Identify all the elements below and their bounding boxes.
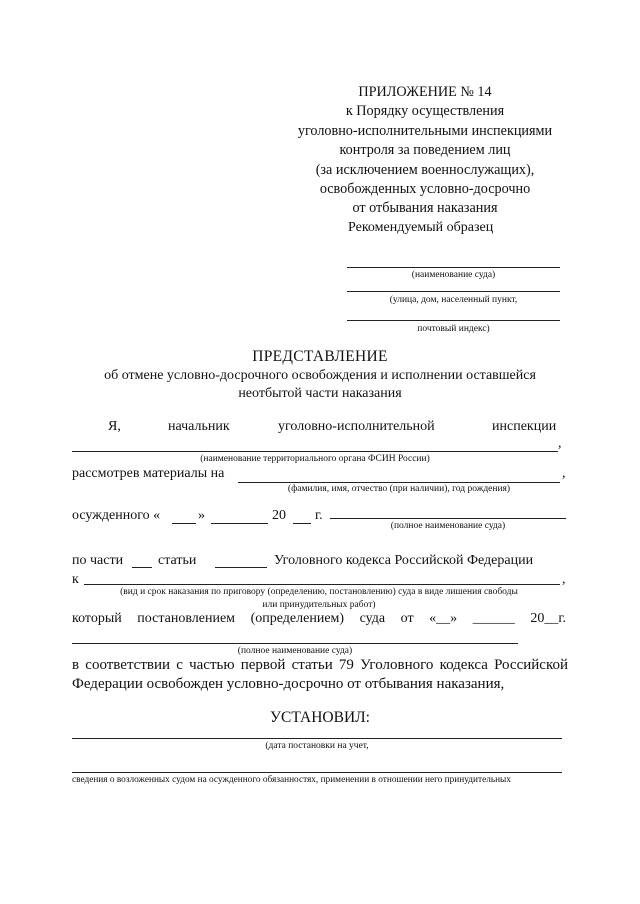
month-line — [211, 523, 268, 524]
comma: , — [562, 572, 566, 587]
part-text: по части — [72, 553, 124, 568]
sentence-hint: или принудительных работ) — [262, 600, 376, 610]
appendix-line: к Порядку осуществления — [345, 103, 505, 120]
address-hint: (улица, дом, населенный пункт, — [389, 295, 518, 305]
accordance-line: в соответствии с частью первой статьи 79 Уголовного кодекса Российской — [72, 657, 568, 673]
court-full-hint-2: (полное наименование суда) — [237, 646, 353, 656]
postal-hint: почтовый индекс) — [417, 324, 490, 334]
recommended-sample: Рекомендуемый образец — [348, 220, 494, 235]
reg-date-line — [72, 738, 562, 739]
quote-close: » — [198, 508, 205, 523]
appendix-line: уголовно-исполнительными инспекциями — [297, 122, 553, 139]
year-prefix: 20 — [272, 508, 286, 523]
document-title: ПРЕДСТАВЛЕНИЕ — [252, 348, 388, 365]
fsin-line — [72, 451, 558, 452]
postal-line — [347, 320, 560, 321]
word-head: начальник — [168, 419, 230, 434]
part-line — [132, 567, 152, 568]
appendix-title: ПРИЛОЖЕНИЕ № 14 — [358, 84, 492, 100]
word-i: Я, — [108, 419, 121, 434]
code-text: Уголовного кодекса Российской Федерации — [274, 553, 534, 568]
appendix-line: от отбывания наказания — [352, 200, 498, 217]
document-subtitle: об отмене условно-досрочного освобождения и исполнении оставшейся — [104, 368, 536, 383]
to-text: к — [72, 572, 79, 587]
fsin-hint: (наименование территориального органа ФСИН России) — [200, 454, 430, 464]
year-suffix: г. — [315, 508, 323, 523]
comma: , — [562, 466, 566, 481]
appendix-line: контроля за поведением лиц — [339, 142, 511, 159]
address-line — [347, 291, 560, 292]
person-line — [238, 482, 560, 483]
document-subtitle: неотбытой части наказания — [238, 386, 402, 401]
appendix-line: освобожденных условно-досрочно — [319, 181, 531, 198]
reviewed-text: рассмотрев материалы на — [72, 466, 225, 481]
court-name-line — [347, 267, 560, 268]
year-line — [293, 523, 311, 524]
resolution-text: который постановлением (определением) суда от «__» ______ 20__г. — [72, 611, 566, 626]
person-hint: (фамилия, имя, отчество (при наличии), год рождения) — [287, 484, 511, 494]
word-penal: уголовно-исполнительной — [278, 419, 435, 434]
day-line — [172, 523, 196, 524]
court-full-hint: (полное наименование суда) — [390, 521, 506, 531]
court-full-line-2 — [72, 643, 518, 644]
duties-line — [72, 772, 562, 773]
court-full-line — [330, 518, 566, 519]
appendix-line: (за исключением военнослужащих), — [315, 161, 535, 178]
article-text: статьи — [158, 553, 197, 568]
established-heading: УСТАНОВИЛ: — [270, 709, 370, 726]
convicted-text: осужденного « — [72, 508, 161, 523]
sentence-line — [84, 584, 560, 585]
article-line — [215, 567, 267, 568]
court-name-hint: (наименование суда) — [411, 270, 496, 280]
reg-date-hint: (дата постановки на учет, — [265, 741, 369, 751]
accordance-line: Федерации освобожден условно-досрочно от отбывания наказания, — [72, 676, 505, 692]
sentence-hint: (вид и срок наказания по приговору (определению, постановлению) суда в виде лишения свободы — [120, 587, 518, 597]
comma: , — [558, 436, 562, 451]
word-inspection: инспекции — [492, 419, 557, 434]
duties-hint: сведения о возложенных судом на осужденного обязанностях, применении в отношении него принудительных — [72, 775, 511, 785]
appendix-header — [270, 83, 580, 219]
